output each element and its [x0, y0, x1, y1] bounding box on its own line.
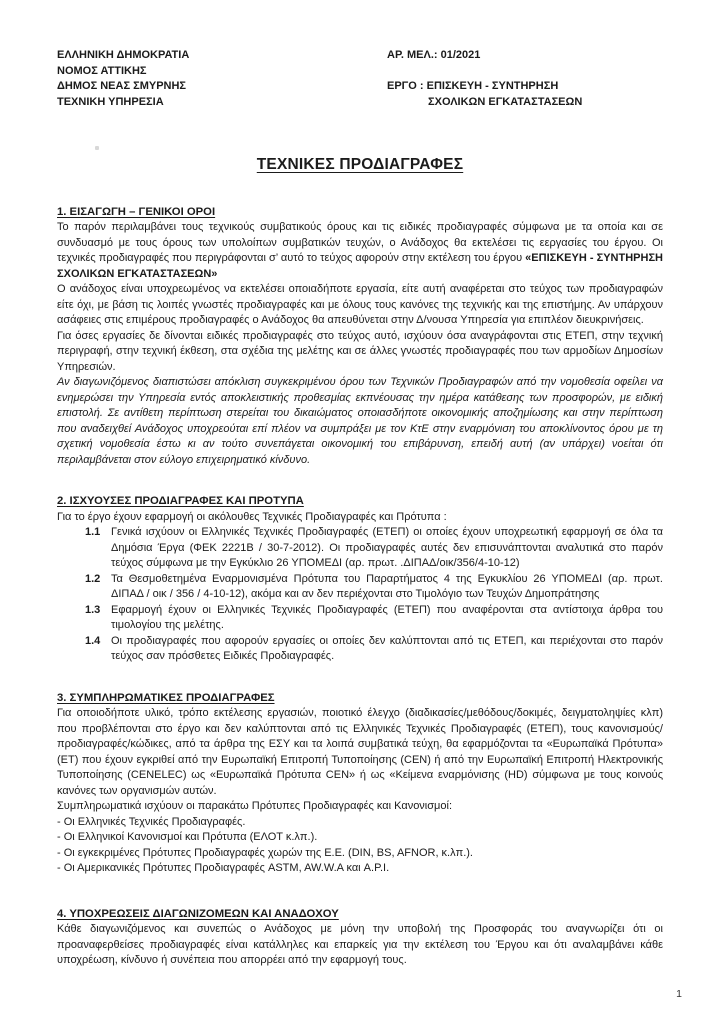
section-1-paragraph-2: Ο ανάδοχος είναι υποχρεωμένος να εκτελέσει οποιαδήποτε εργασία, είτε αυτή αναφέρεται στο τεύχος των προδιαγραφών είτε όχι, με βάση τις λοιπές γνωστές προδιαγραφές και με όλους τους κανόνες της τεχνικής και της επιστήμης. Αν υπάρχουν ασάφειες στις επιμέρους προδιαγραφές ο Ανάδοχος θα απευθύνεται στην Δ/νουσα Υπηρεσία για επιπλέον διευκρινήσεις.: [57, 283, 663, 326]
section-2: [57, 494, 663, 665]
section-4: [57, 907, 663, 969]
section-2-intro: Για το έργο έχουν εφαρμογή οι ακόλουθες Τεχνικές Προδιαγραφές και Πρότυπα :: [57, 510, 447, 523]
section-1-paragraph-4: Αν διαγωνιζόμενος διαπιστώσει απόκλιση συγκεκριμένου όρου των Τεχνικών Προδιαγραφών από την νομοθεσία οφείλει να ενημερώσει την Υπηρεσία εντός αποκλειστικής προθεσμίας εκπνέουσας την ημέρα κατάθεσης των προσφορών, με ειδική επιστολή. Σε αντίθετη περίπτωση στερείται του δικαιώματος οποιασδήποτε οικονομικής αποζημίωσης και στην περίπτωση που αναδειχθεί Ανάδοχος υποχρεούται επί πλέον να συμπράξει με τον ΚτΕ στην εναρμόνιση του αποκλίνοντος όρου με τη σχετική νομοθεσία έστω κι αν τούτο συνεπάγεται οικονομική του επιβάρυνση, επειδή αυτή (αν υπάρχει) νοείται ότι περιλαμβάνεται στον εύλογο επιχειρηματικό κίνδυνο.: [57, 376, 663, 466]
list-item-number: 1.2: [85, 572, 101, 585]
authority-line-4: ΤΕΧΝΙΚΗ ΥΠΗΡΕΣΙΑ: [57, 95, 164, 108]
section-2-heading: 2. ΙΣΧΥΟΥΣΕΣ ΠΡΟΔΙΑΓΡΑΦΕΣ ΚΑΙ ΠΡΟΤΥΠΑ: [57, 495, 304, 507]
list-item-text: Οι προδιαγραφές που αφορούν εργασίες οι οποίες δεν καλύπτονται από τις ΕΤΕΠ, και περιέχονται στο παρόν τεύχος σαν πρόσθετες Ειδικές Προδιαγραφές.: [111, 634, 663, 662]
section-1-paragraph-1-text: Το παρόν περιλαμβάνει τους τεχνικούς συμβατικούς όρους και τις ειδικές προδιαγραφές σύμφωνα με τα οποία και σε συνδυασμό με τους όρους των υπολοίπων συμβατικών τευχών, ο Ανάδοχος θα εκτελέσει τις εεργασίες του έργου. Οι τεχνικές προδιαγραφές που περιγράφονται σ’ αυτό το τεύχος αφορούν στην εκτέλεση του έργου: [57, 221, 663, 264]
document-header: [57, 48, 663, 110]
authority-line-1: ΕΛΛΗΝΙΚΗ ΔΗΜΟΚΡΑΤΙΑ: [57, 49, 190, 61]
list-item-text: Τα Θεσμοθετημένα Εναρμονισμένα Πρότυπα του Παραρτήματος 4 της Εγκυκλίου 26 ΥΠΟΜΕΔΙ (αρ. πρωτ. ΔΙΠΑΔ / οικ / 356 / 4-10-12), ακόμα και αν δεν περιέχονται στο Τιμολόγιο των Τευχών Δημοπράτησης: [111, 572, 663, 600]
page-title: [57, 157, 663, 173]
section-4-heading: 4. ΥΠΟΧΡΕΩΣΕΙΣ ΔΙΑΓΩΝΙΖΟΜΕΩΝ ΚΑΙ ΑΝΑΔΟΧΟΥ: [57, 907, 339, 920]
section-1-paragraph-1: [57, 220, 663, 282]
issuing-authority-block: [57, 48, 189, 110]
list-item-number: 1.3: [85, 603, 101, 616]
section-4-paragraph-1: Κάθε διαγωνιζόμενος και συνεπώς ο Ανάδοχος με μόνη την υποβολή της Προσφοράς του αναγνωρίζει ότι οι προαναφερθείσες προδιαγραφές είναι κατάλληλες και επαρκείς για την εκτέλεση του Έργου και ότι αναλαμβάνει κάθε υποχρέωση, κίνδυνο ή συνέπεια που απορρέει από την εφαρμογή τους.: [57, 923, 663, 966]
list-item-number: 1.4: [85, 634, 101, 647]
list-item: [57, 572, 663, 603]
study-number: ΑΡ. ΜΕΛ.: 01/2021: [387, 49, 481, 61]
section-3-paragraph-1: Για οποιοδήποτε υλικό, τρόπο εκτέλεσης εργασιών, ποιοτικό έλεγχο (διαδικασίες/μεθόδους/δοκιμές, δειγματοληψίες κλπ) που προβλέπονται στο έργο και δεν καλύπτονται από τις Ελληνικές Τεχνικές Προδιαγραφές (ΕΤΕΠ), τους κανονισμούς/προδιαγραφές/κώδικες, από τα άρθρα της ΕΣΥ και τα λοιπά συμβατικά τεύχη, θα εφαρμόζονται τα «Ευρωπαϊκά Πρότυπα» (ΕΤ) που έχουν εγκριθεί από την Ευρωπαϊκή Επιτροπή Τυποποίησης (CEN) ή από την Ευρωπαϊκή Επιτροπή Ηλεκτρονικής Τυποποίησης (CENELEC) ως «Ευρωπαϊκά Πρότυπα CEN» ή ως «Κείμενα εναρμόνισης (HD) σύμφωνα με τους κοινούς κανόνες των οργανισμών αυτών.: [57, 707, 663, 797]
bullet-item: - Οι Ελληνικές Τεχνικές Προδιαγραφές.: [57, 815, 246, 828]
section-1-paragraph-3: Για όσες εργασίες δε δίνονται ειδικές προδιαγραφές στο τεύχος αυτό, ισχύουν όσα αναγράφονται στις ΕΤΕΠ, στην τεχνική περιγραφή, στην τεχνική έκθεση, στα σχέδια της μελέτης και σε άλλες γνωστές προδιαγραφές που των αρμοδίων Δημοσίων Υπηρεσιών.: [57, 329, 663, 373]
list-item-text: Γενικά ισχύουν οι Ελληνικές Τεχνικές Προδιαγραφές (ΕΤΕΠ) οι οποίες έχουν υποχρεωτική εφαρμογή σε όλα τα Δημόσια Έργα (ΦΕΚ 2221Β / 30-7-2012). Οι προδιαγραφές αυτές δεν επισυνάπτονται αναλυτικά στο παρόν τεύχος σύμφωνα με την Εγκύκλιο 26 ΥΠΟΜΕΔΙ (αρ. πρωτ. .ΔΙΠΑΔ/οικ/356/4-10-12): [111, 526, 663, 569]
bullet-item: - Οι Ελληνικοί Κανονισμοί και Πρότυπα (ΕΛΟΤ κ.λπ.).: [57, 831, 318, 843]
bullet-item: - Οι εγκεκριμένες Πρότυπες Προδιαγραφές χωρών της Ε.Ε. (DIN, BS, AFNOR, κ.λπ.).: [57, 846, 473, 859]
project-title-line-2: ΣΧΟΛΙΚΩΝ ΕΓΚΑΤΑΣΤΑΣΕΩΝ: [428, 95, 583, 108]
section-3-heading: 3. ΣΥΜΠΛΗΡΩΜΑΤΙΚΕΣ ΠΡΟΔΙΑΓΡΑΦΕΣ: [57, 691, 275, 704]
project-title-line-1: ΕΡΓΟ : ΕΠΙΣΚΕΥΗ - ΣΥΝΤΗΡΗΣΗ: [387, 80, 559, 92]
bullet-item: - Οι Αμερικανικές Πρότυπες Προδιαγραφές ASTM, AW.W.A και A.P.I.: [57, 862, 390, 874]
authority-line-2: ΝΟΜΟΣ ΑΤΤΙΚΗΣ: [57, 64, 147, 77]
project-info-block: [387, 48, 663, 110]
page-title-text: ΤΕΧΝΙΚΕΣ ΠΡΟΔΙΑΓΡΑΦΕΣ: [256, 156, 464, 173]
list-item-text: Εφαρμογή έχουν οι Ελληνικές Τεχνικές Προδιαγραφές (ΕΤΕΠ) που αναφέρονται στα αντίστοιχα άρθρα του τιμολογίου της μελέτης.: [111, 603, 663, 631]
page-number: 1: [676, 988, 682, 1000]
project-name-emphasis: «ΕΠΙΣΚΕΥΗ - ΣΥΝΤΗΡΗΣΗ ΣΧΟΛΙΚΩΝ ΕΓΚΑΤΑΣΤΑΣΕΩΝ»: [57, 252, 663, 280]
section-3: [57, 691, 663, 877]
section-1-heading: 1. ΕΙΣΑΓΩΓΗ – ΓΕΝΙΚΟΙ ΟΡΟΙ: [57, 205, 216, 218]
list-item: [57, 634, 663, 665]
authority-line-3: ΔΗΜΟΣ ΝΕΑΣ ΣΜΥΡΝΗΣ: [57, 80, 187, 92]
section-3-paragraph-2: Συμπληρωματικά ισχύουν οι παρακάτω Πρότυπες Προδιαγραφές και Κανονισμοί:: [57, 800, 452, 812]
list-item: [57, 525, 663, 572]
list-item-number: 1.1: [85, 526, 101, 538]
list-item: [57, 603, 663, 634]
scan-artifact: [95, 146, 99, 150]
section-1: [57, 205, 663, 469]
